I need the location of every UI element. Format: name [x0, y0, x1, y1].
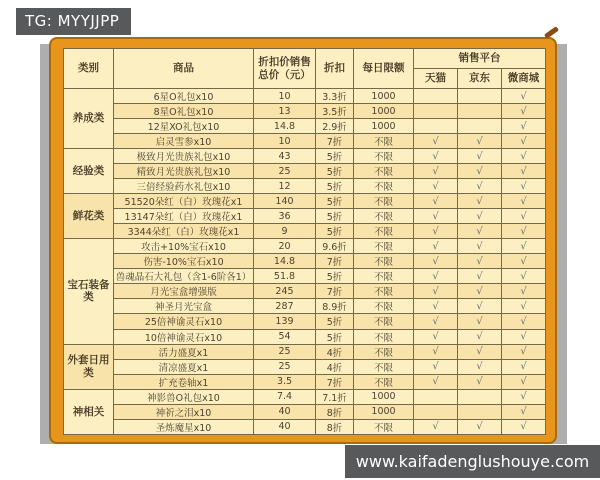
table-row	[64, 239, 546, 254]
category-cell: 外套日用类	[64, 344, 114, 389]
platform-check-cell-2: √	[502, 134, 546, 149]
limit-cell: 1000	[354, 89, 414, 104]
platform-check-cell-0: √	[414, 149, 458, 164]
limit-cell: 不限	[354, 374, 414, 389]
table-row	[64, 104, 546, 119]
discount-cell: 8折	[316, 419, 354, 434]
price-cell: 20	[254, 239, 316, 254]
platform-check-cell-2: √	[502, 179, 546, 194]
platform-check-cell-1: √	[458, 254, 502, 269]
platform-check-cell-1: √	[458, 374, 502, 389]
limit-cell: 不限	[354, 224, 414, 239]
platform-check-cell-2: √	[502, 194, 546, 209]
price-cell: 25	[254, 359, 316, 374]
discount-cell: 5折	[316, 179, 354, 194]
limit-cell: 不限	[354, 269, 414, 284]
table-row	[64, 164, 546, 179]
limit-cell: 不限	[354, 209, 414, 224]
limit-cell: 不限	[354, 359, 414, 374]
discount-cell: 5折	[316, 209, 354, 224]
platform-check-cell-0: √	[414, 224, 458, 239]
platform-check-cell-0: √	[414, 194, 458, 209]
table-body	[64, 89, 546, 435]
platform-check-cell-2: √	[502, 239, 546, 254]
platform-check-cell-1	[458, 404, 502, 419]
platform-check-cell-0: √	[414, 269, 458, 284]
limit-cell: 不限	[354, 239, 414, 254]
category-cell: 宝石装备类	[64, 239, 114, 344]
discount-cell: 2.9折	[316, 119, 354, 134]
platform-check-cell-1: √	[458, 239, 502, 254]
platform-check-cell-1: √	[458, 419, 502, 434]
discount-cell: 5折	[316, 329, 354, 344]
price-cell: 287	[254, 299, 316, 314]
discount-cell: 5折	[316, 164, 354, 179]
price-cell: 139	[254, 314, 316, 329]
platform-check-cell-2: √	[502, 329, 546, 344]
table-row	[64, 179, 546, 194]
limit-cell: 不限	[354, 314, 414, 329]
platform-check-cell-1	[458, 104, 502, 119]
table-row	[64, 299, 546, 314]
product-cell: 活力盛夏x1	[114, 344, 254, 359]
product-cell: 3344朵红（白）玫瑰花x1	[114, 224, 254, 239]
platform-check-cell-0: √	[414, 299, 458, 314]
price-cell: 10	[254, 89, 316, 104]
platform-check-cell-2: √	[502, 104, 546, 119]
platform-check-cell-0: √	[414, 359, 458, 374]
limit-cell: 不限	[354, 164, 414, 179]
platform-check-cell-1	[458, 89, 502, 104]
discount-cell: 9.6折	[316, 239, 354, 254]
table-row	[64, 269, 546, 284]
limit-cell: 不限	[354, 179, 414, 194]
platform-check-cell-2: √	[502, 359, 546, 374]
platform-check-cell-1: √	[458, 329, 502, 344]
platform-check-cell-2: √	[502, 374, 546, 389]
platform-check-cell-2: √	[502, 89, 546, 104]
platform-check-cell-0: √	[414, 419, 458, 434]
limit-cell: 不限	[354, 344, 414, 359]
limit-cell: 不限	[354, 419, 414, 434]
discount-cell: 7折	[316, 374, 354, 389]
price-cell: 12	[254, 179, 316, 194]
platform-check-cell-2: √	[502, 344, 546, 359]
table-row	[64, 119, 546, 134]
col-header-category: 类别	[64, 49, 114, 89]
category-cell: 神相关	[64, 389, 114, 434]
limit-cell: 不限	[354, 149, 414, 164]
col-header-limit: 每日限额	[354, 49, 414, 89]
platform-check-cell-0	[414, 389, 458, 404]
col-header-price: 折扣价销售总价（元）	[254, 49, 316, 89]
table-row	[64, 344, 546, 359]
discount-cell: 7.1折	[316, 389, 354, 404]
price-cell: 36	[254, 209, 316, 224]
limit-cell: 不限	[354, 254, 414, 269]
table-row	[64, 224, 546, 239]
platform-check-cell-0: √	[414, 209, 458, 224]
product-cell: 伤害-10%宝石x10	[114, 254, 254, 269]
product-cell: 神圣月光宝盒	[114, 299, 254, 314]
product-cell: 13147朵红（白）玫瑰花x1	[114, 209, 254, 224]
platform-check-cell-0: √	[414, 374, 458, 389]
product-cell: 攻击+10%宝石x10	[114, 239, 254, 254]
product-cell: 月光宝盒增强版	[114, 284, 254, 299]
tg-badge: TG: MYYJJPP	[16, 8, 131, 35]
product-cell: 三倍经验药水礼包x10	[114, 179, 254, 194]
table-row	[64, 419, 546, 434]
price-cell: 7.4	[254, 389, 316, 404]
platform-check-cell-1: √	[458, 194, 502, 209]
table-row	[64, 89, 546, 104]
platform-check-cell-0: √	[414, 344, 458, 359]
table-row	[64, 134, 546, 149]
discount-cell: 4折	[316, 344, 354, 359]
platform-check-cell-0	[414, 119, 458, 134]
col-header-platform-1: 京东	[458, 69, 502, 89]
limit-cell: 不限	[354, 284, 414, 299]
discount-cell: 8.9折	[316, 299, 354, 314]
discount-cell: 7折	[316, 284, 354, 299]
platform-check-cell-0	[414, 104, 458, 119]
table-row	[64, 329, 546, 344]
platform-check-cell-1: √	[458, 224, 502, 239]
product-cell: 启灵雪参x10	[114, 134, 254, 149]
col-header-platform-group: 销售平台	[414, 49, 546, 69]
product-cell: 神祈之泪x10	[114, 404, 254, 419]
platform-check-cell-2: √	[502, 419, 546, 434]
limit-cell: 1000	[354, 104, 414, 119]
table-row	[64, 389, 546, 404]
price-cell: 14.8	[254, 119, 316, 134]
price-cell: 3.5	[254, 374, 316, 389]
table-row	[64, 374, 546, 389]
platform-check-cell-1: √	[458, 179, 502, 194]
watermark-bar	[345, 445, 600, 478]
platform-check-cell-2: √	[502, 209, 546, 224]
price-cell: 54	[254, 329, 316, 344]
discount-cell: 5折	[316, 149, 354, 164]
platform-check-cell-0: √	[414, 239, 458, 254]
product-cell: 清凉盛夏x1	[114, 359, 254, 374]
price-cell: 14.8	[254, 254, 316, 269]
platform-check-cell-0: √	[414, 314, 458, 329]
platform-check-cell-0: √	[414, 284, 458, 299]
platform-check-cell-1: √	[458, 314, 502, 329]
platform-check-cell-2: √	[502, 164, 546, 179]
category-cell: 鲜花类	[64, 194, 114, 239]
table-row	[64, 359, 546, 374]
limit-cell: 1000	[354, 389, 414, 404]
price-cell: 51.8	[254, 269, 316, 284]
col-header-product: 商品	[114, 49, 254, 89]
price-table	[63, 48, 546, 435]
product-cell: 51520朵红（白）玫瑰花x1	[114, 194, 254, 209]
limit-cell: 不限	[354, 194, 414, 209]
platform-check-cell-0: √	[414, 329, 458, 344]
platform-check-cell-1: √	[458, 149, 502, 164]
platform-check-cell-2: √	[502, 224, 546, 239]
discount-cell: 5折	[316, 224, 354, 239]
platform-check-cell-2: √	[502, 254, 546, 269]
table-row	[64, 194, 546, 209]
product-cell: 6星O礼包x10	[114, 89, 254, 104]
corner-fold-decoration	[544, 26, 559, 39]
platform-check-cell-2: √	[502, 299, 546, 314]
discount-cell: 4折	[316, 359, 354, 374]
platform-check-cell-1: √	[458, 269, 502, 284]
platform-check-cell-1	[458, 119, 502, 134]
price-cell: 245	[254, 284, 316, 299]
product-cell: 扩充卷轴x1	[114, 374, 254, 389]
discount-cell: 7折	[316, 254, 354, 269]
price-cell: 25	[254, 344, 316, 359]
platform-check-cell-0: √	[414, 179, 458, 194]
platform-check-cell-2: √	[502, 269, 546, 284]
price-cell: 40	[254, 419, 316, 434]
platform-check-cell-0: √	[414, 134, 458, 149]
price-cell: 9	[254, 224, 316, 239]
price-cell: 140	[254, 194, 316, 209]
platform-check-cell-1: √	[458, 299, 502, 314]
price-cell: 40	[254, 404, 316, 419]
limit-cell: 1000	[354, 119, 414, 134]
product-cell: 圣炼魔星x10	[114, 419, 254, 434]
limit-cell: 不限	[354, 134, 414, 149]
limit-cell: 1000	[354, 404, 414, 419]
price-cell: 10	[254, 134, 316, 149]
category-cell: 经验类	[64, 149, 114, 194]
discount-cell: 3.5折	[316, 104, 354, 119]
product-cell: 8星O礼包x10	[114, 104, 254, 119]
platform-check-cell-0	[414, 404, 458, 419]
price-card	[49, 37, 557, 444]
discount-cell: 7折	[316, 134, 354, 149]
discount-cell: 8折	[316, 404, 354, 419]
platform-check-cell-2: √	[502, 284, 546, 299]
category-cell: 养成类	[64, 89, 114, 149]
product-cell: 神影兽O礼包x10	[114, 389, 254, 404]
platform-check-cell-1: √	[458, 164, 502, 179]
limit-cell: 不限	[354, 299, 414, 314]
discount-cell: 3.3折	[316, 89, 354, 104]
col-header-discount: 折扣	[316, 49, 354, 89]
table-row	[64, 149, 546, 164]
platform-check-cell-1	[458, 389, 502, 404]
col-header-platform-2: 微商城	[502, 69, 546, 89]
col-header-platform-0: 天猫	[414, 69, 458, 89]
table-row	[64, 254, 546, 269]
platform-check-cell-2: √	[502, 404, 546, 419]
table-row	[64, 404, 546, 419]
limit-cell: 不限	[354, 329, 414, 344]
platform-check-cell-1: √	[458, 284, 502, 299]
table-row	[64, 314, 546, 329]
platform-check-cell-1: √	[458, 344, 502, 359]
table-row	[64, 209, 546, 224]
price-cell: 43	[254, 149, 316, 164]
product-cell: 兽魂晶石大礼包（含1-6阶各1）	[114, 269, 254, 284]
product-cell: 精致月光贵族礼包x10	[114, 164, 254, 179]
price-cell: 13	[254, 104, 316, 119]
platform-check-cell-0: √	[414, 254, 458, 269]
table-row	[64, 284, 546, 299]
discount-cell: 5折	[316, 194, 354, 209]
platform-check-cell-2: √	[502, 314, 546, 329]
platform-check-cell-2: √	[502, 119, 546, 134]
price-cell: 25	[254, 164, 316, 179]
watermark-url: www.kaifadenglushouye.com	[355, 452, 590, 471]
product-cell: 25倍神谕灵石x10	[114, 314, 254, 329]
product-cell: 10倍神谕灵石x10	[114, 329, 254, 344]
discount-cell: 5折	[316, 269, 354, 284]
platform-check-cell-2: √	[502, 149, 546, 164]
platform-check-cell-2: √	[502, 389, 546, 404]
product-cell: 极致月光贵族礼包x10	[114, 149, 254, 164]
platform-check-cell-0: √	[414, 164, 458, 179]
platform-check-cell-1: √	[458, 359, 502, 374]
platform-check-cell-0	[414, 89, 458, 104]
discount-cell: 5折	[316, 314, 354, 329]
platform-check-cell-1: √	[458, 209, 502, 224]
platform-check-cell-1: √	[458, 134, 502, 149]
product-cell: 12星XO礼包x10	[114, 119, 254, 134]
table-header	[64, 49, 546, 89]
